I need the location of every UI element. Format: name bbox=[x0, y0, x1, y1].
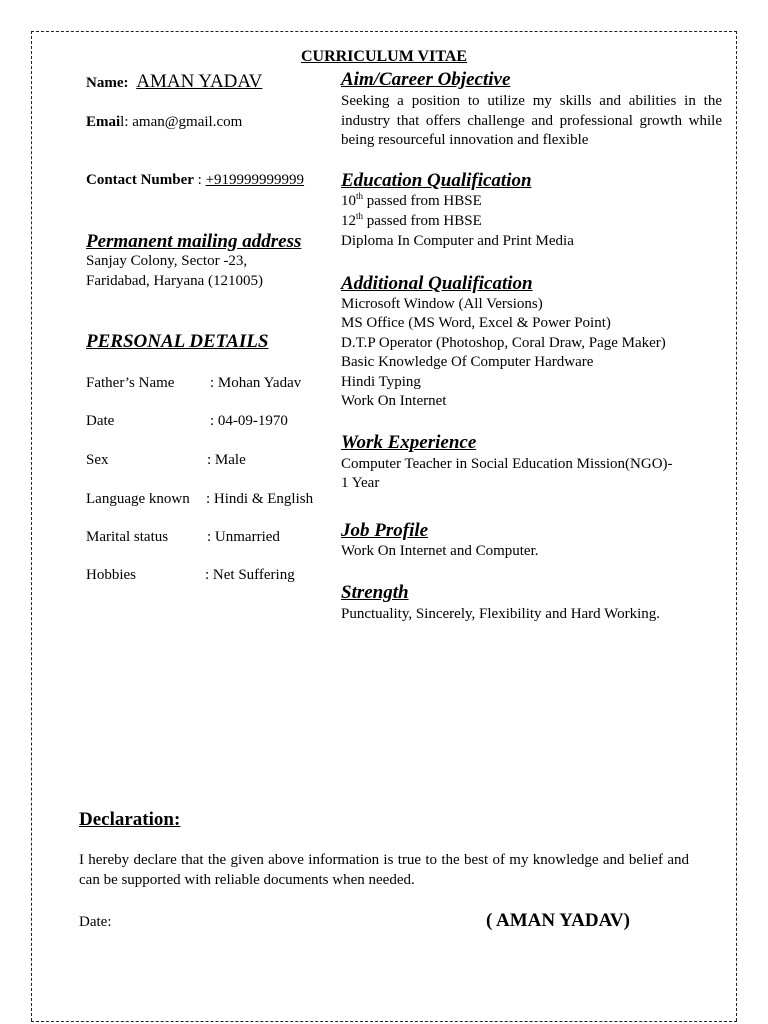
additional-item: MS Office (MS Word, Excel & Power Point) bbox=[341, 315, 611, 331]
education-item bbox=[341, 212, 482, 232]
personal-value: : 04-09-1970 bbox=[210, 413, 288, 429]
email-value: aman@gmail.com bbox=[132, 114, 243, 130]
additional-item: Microsoft Window (All Versions) bbox=[341, 296, 543, 312]
objective-heading: Aim/Career Objective bbox=[341, 69, 511, 90]
personal-value: : Male bbox=[207, 452, 246, 468]
education-sup: th bbox=[356, 191, 364, 201]
document-title: CURRICULUM VITAE bbox=[300, 48, 468, 65]
personal-label: Language known bbox=[86, 491, 190, 507]
additional-item: Hindi Typing bbox=[341, 374, 421, 390]
personal-label: Hobbies bbox=[86, 567, 136, 583]
declaration-heading: Declaration: bbox=[79, 809, 181, 830]
work-line: 1 Year bbox=[341, 475, 380, 491]
additional-item: Basic Knowledge Of Computer Hardware bbox=[341, 354, 594, 370]
additional-heading: Additional Qualification bbox=[341, 273, 533, 294]
name-value: AMAN YADAV bbox=[136, 71, 263, 92]
contact-separator: : bbox=[197, 172, 202, 188]
personal-value: : Unmarried bbox=[207, 529, 280, 545]
email-line bbox=[86, 113, 242, 133]
personal-label: Marital status bbox=[86, 529, 169, 545]
address-line: Faridabad, Haryana (121005) bbox=[86, 273, 264, 289]
name-line bbox=[86, 72, 262, 94]
contact-line bbox=[86, 171, 304, 191]
personal-details-heading: PERSONAL DETAILS bbox=[86, 331, 269, 352]
date-label: Date: bbox=[79, 914, 112, 930]
additional-item: Work On Internet bbox=[341, 393, 447, 409]
education-rest: passed from HBSE bbox=[363, 193, 482, 209]
education-sup: th bbox=[356, 211, 364, 221]
objective-text: Seeking a position to utilize my skills and abilities in the industry that offers challenge and professional growth while being resourceful innovation and flexible bbox=[341, 93, 722, 148]
strength-text: Punctuality, Sincerely, Flexibility and Hard Working. bbox=[341, 606, 661, 622]
personal-value: : Net Suffering bbox=[205, 567, 295, 583]
personal-value: : Hindi & English bbox=[206, 491, 314, 507]
education-item: Diploma In Computer and Print Media bbox=[341, 233, 574, 249]
personal-value: : Mohan Yadav bbox=[210, 375, 302, 391]
education-num: 10 bbox=[341, 193, 356, 209]
education-rest: passed from HBSE bbox=[363, 213, 482, 229]
name-label: Name: bbox=[86, 75, 129, 91]
education-heading: Education Qualification bbox=[341, 170, 532, 191]
personal-label: Date bbox=[86, 413, 115, 429]
strength-heading: Strength bbox=[341, 582, 409, 603]
work-heading: Work Experience bbox=[341, 432, 477, 453]
contact-value: +919999999999 bbox=[205, 172, 305, 188]
signature-name: ( AMAN YADAV) bbox=[486, 910, 630, 931]
education-num: 12 bbox=[341, 213, 356, 229]
job-text: Work On Internet and Computer. bbox=[341, 543, 539, 559]
email-label: Emai bbox=[86, 114, 121, 130]
declaration-text: I hereby declare that the given above information is true to the best of my knowledge and belief and can be supported with reliable documents when needed. bbox=[79, 852, 689, 888]
personal-label: Sex bbox=[86, 452, 109, 468]
additional-item: D.T.P Operator (Photoshop, Coral Draw, Page Maker) bbox=[341, 335, 666, 351]
personal-label: Father’s Name bbox=[86, 375, 175, 391]
address-heading: Permanent mailing address bbox=[86, 231, 302, 252]
contact-label: Contact Number bbox=[86, 172, 194, 188]
address-line: Sanjay Colony, Sector -23, bbox=[86, 253, 248, 269]
education-item bbox=[341, 192, 482, 212]
page-border-bottom bbox=[31, 1021, 737, 1022]
email-label-rest: l: bbox=[120, 114, 129, 130]
job-heading: Job Profile bbox=[341, 520, 429, 541]
work-line: Computer Teacher in Social Education Mission(NGO)- bbox=[341, 456, 673, 472]
